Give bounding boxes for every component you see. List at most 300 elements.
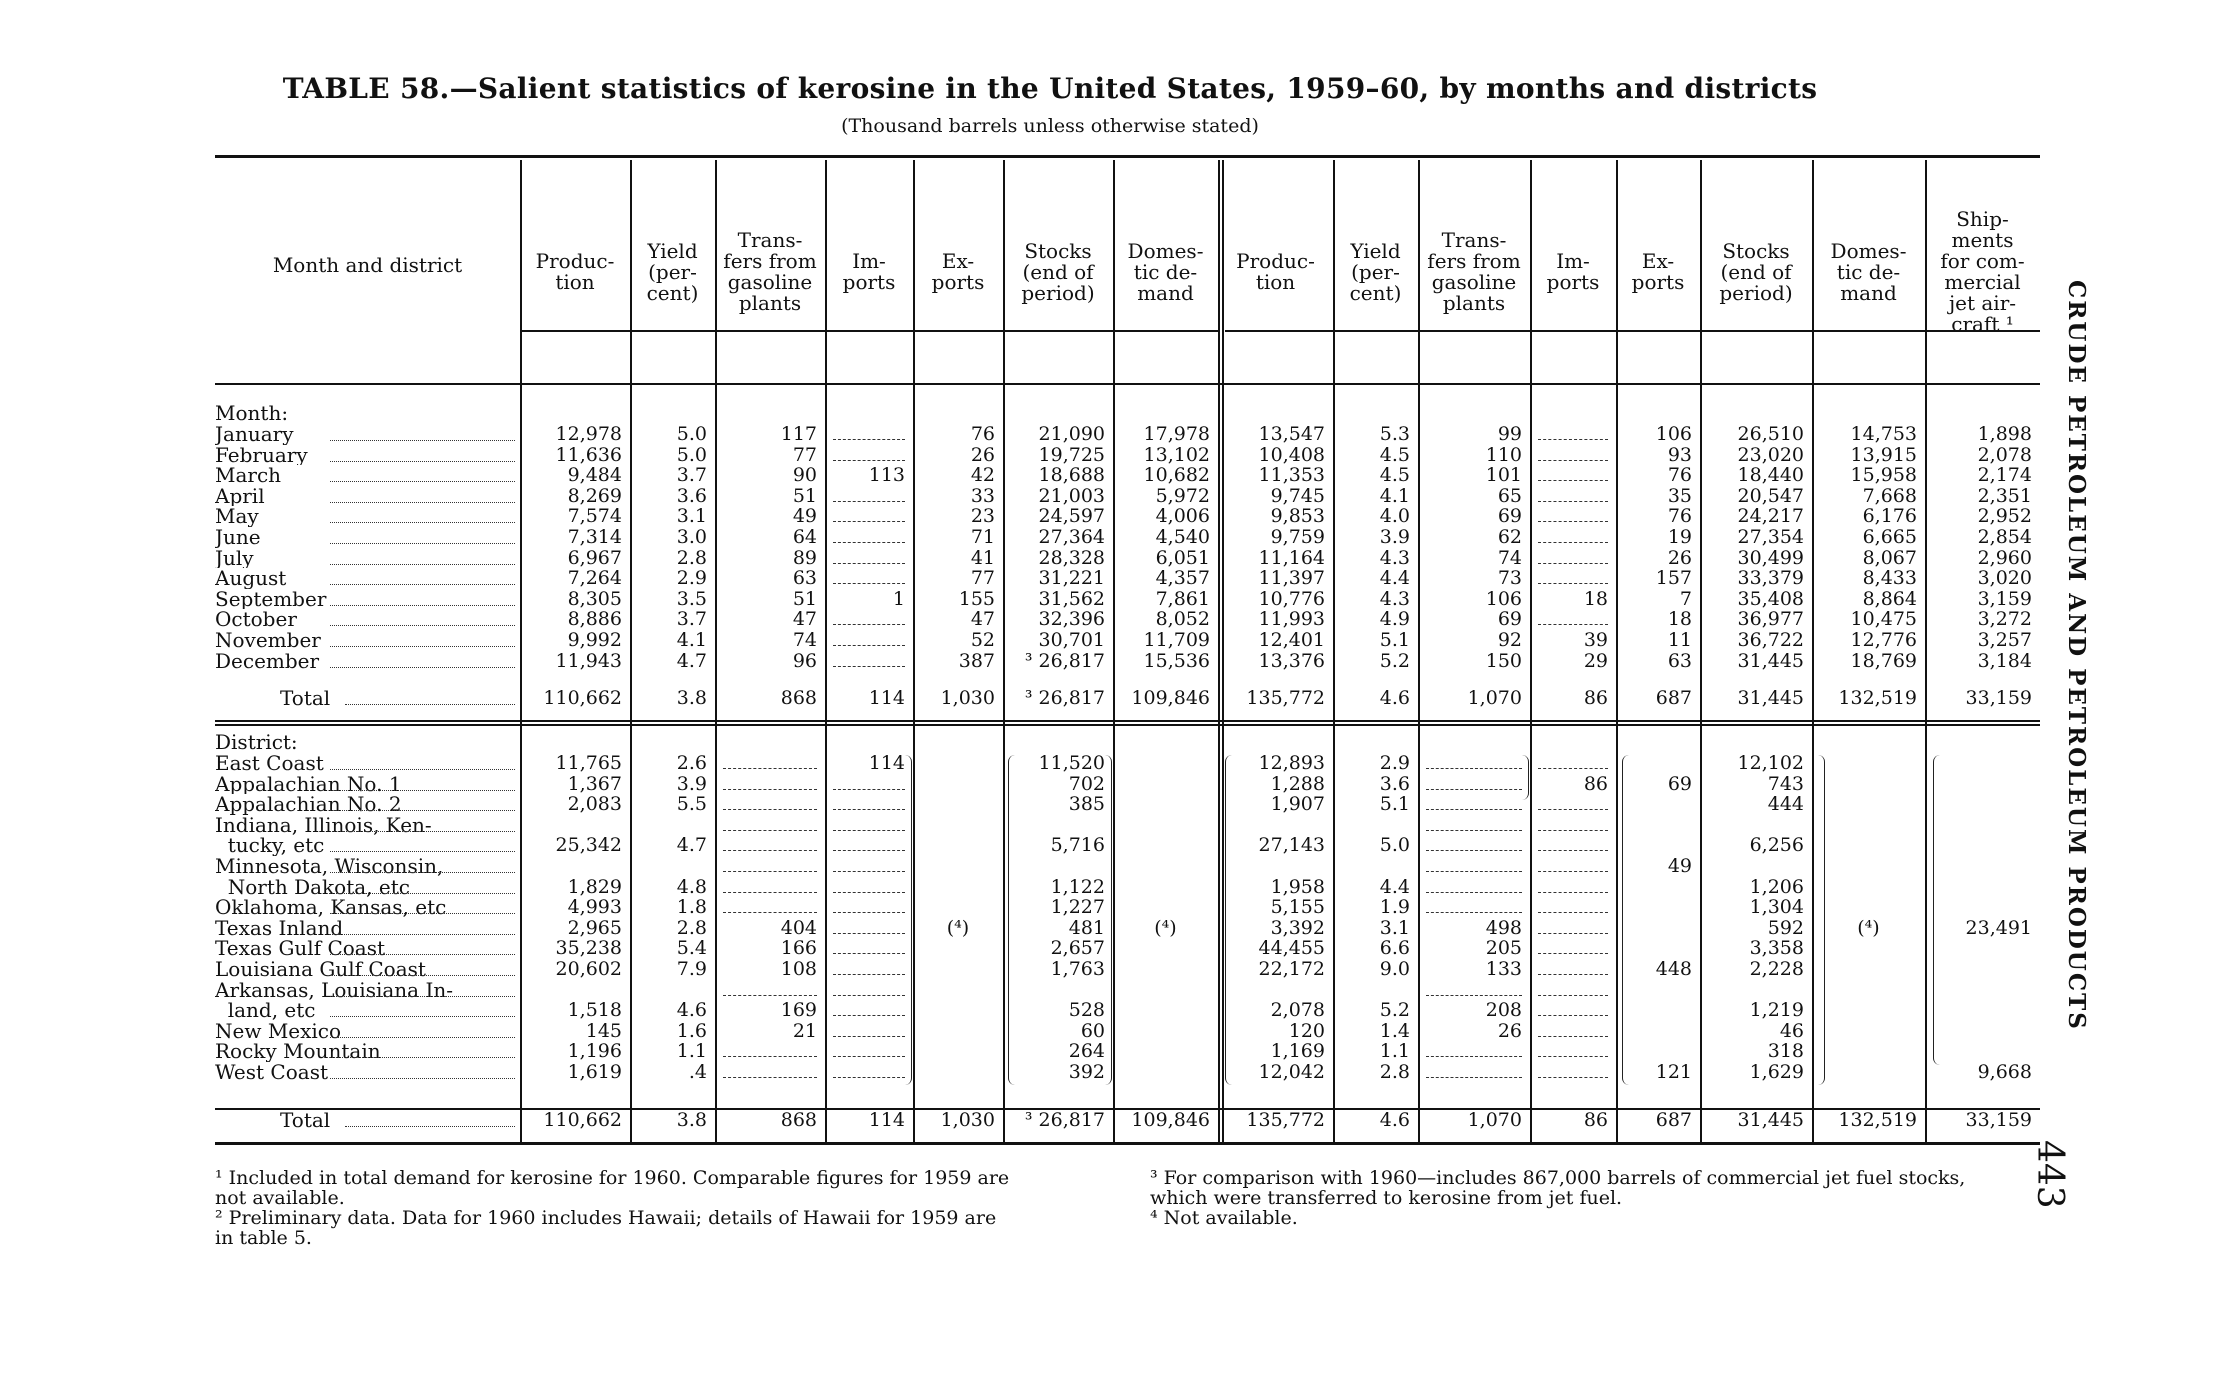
- table-cell: 33,159: [1965, 1109, 2032, 1131]
- table-cell: 35,408: [1737, 587, 1804, 610]
- table-cell: 26: [1667, 546, 1692, 569]
- table-cell: 743: [1767, 772, 1804, 795]
- table-cell: 114: [868, 752, 905, 774]
- table-cell: 11,765: [555, 752, 622, 774]
- table-cell: 3.8: [676, 687, 707, 709]
- table-cell: 2,351: [1977, 484, 2032, 507]
- empty-cell-dash: [1538, 809, 1608, 810]
- table-cell: 1,619: [567, 1061, 622, 1083]
- table-cell: 31,562: [1038, 587, 1105, 610]
- row-label: Texas Gulf Coast: [215, 938, 386, 959]
- table-cell: 51: [792, 587, 817, 610]
- table-cell: 1,958: [1270, 875, 1325, 898]
- row-label: Minnesota, Wisconsin,: [215, 856, 444, 877]
- table-cell: 62: [1497, 526, 1522, 548]
- row-label: West Coast: [215, 1062, 328, 1083]
- table-cell: 76: [1667, 505, 1692, 528]
- table-cell: 3,257: [1977, 629, 2032, 651]
- table-cell: 1.1: [676, 1040, 707, 1063]
- table-cell: 1,196: [567, 1040, 622, 1063]
- table-cell: 1,206: [1749, 875, 1804, 898]
- table-cell: 5,972: [1155, 484, 1210, 507]
- table-cell: 26: [970, 443, 995, 466]
- empty-cell-dash: [833, 871, 905, 872]
- column-header: Stocks (end of period): [1021, 238, 1095, 305]
- table-cell: 318: [1767, 1040, 1804, 1063]
- table-cell: 1,367: [567, 772, 622, 795]
- empty-cell-dash: [833, 892, 905, 893]
- side-title-text: CRUDE PETROLEUM AND PETROLEUM PRODUCTS: [2063, 280, 2090, 1031]
- table-cell: 3.8: [676, 1109, 707, 1131]
- table-cell: 1,629: [1749, 1061, 1804, 1083]
- leader-dots: [330, 954, 515, 955]
- table-cell: 7,314: [567, 526, 622, 548]
- brace-jet-1960: [1933, 755, 1940, 1065]
- table-cell: 5.1: [1379, 629, 1410, 651]
- table-cell: 3.9: [676, 772, 707, 795]
- column-header: Ex- ports: [931, 249, 985, 294]
- table-cell: 18,688: [1038, 464, 1105, 487]
- table-cell: 7,668: [1862, 484, 1917, 507]
- table-cell: 11: [1667, 629, 1692, 651]
- empty-cell-dash: [723, 830, 817, 831]
- table-cell: 3.1: [676, 505, 707, 528]
- empty-cell-dash: [833, 439, 905, 440]
- table-cell: 5.3: [1379, 423, 1410, 445]
- table-cell: 592: [1767, 916, 1804, 939]
- row-label: June: [215, 527, 261, 548]
- empty-cell-dash: [1538, 1077, 1608, 1078]
- table-cell: 11,636: [555, 443, 622, 466]
- total-label: Total: [280, 688, 331, 709]
- table-cell: 264: [1068, 1040, 1105, 1063]
- table-cell: 2,228: [1749, 958, 1804, 980]
- table-cell: 26: [1497, 1019, 1522, 1042]
- empty-cell-dash: [723, 995, 817, 996]
- table-cell: 9,668: [1977, 1061, 2032, 1083]
- table-cell: 18: [1667, 608, 1692, 631]
- table-cell: 687: [1655, 1109, 1692, 1131]
- table-cell: 4,357: [1155, 567, 1210, 590]
- table-cell: 8,052: [1155, 608, 1210, 631]
- table-cell: 9.0: [1379, 958, 1410, 980]
- leader-dots: [330, 934, 515, 935]
- table-cell: 33,159: [1965, 687, 2032, 709]
- table-cell: 120: [1288, 1019, 1325, 1042]
- table-cell: 4.1: [1379, 484, 1410, 507]
- table-cell: 1,763: [1050, 958, 1105, 980]
- table-cell: 24,597: [1038, 505, 1105, 528]
- table-cell: 92: [1497, 629, 1522, 651]
- row-label: July: [215, 547, 254, 569]
- table-cell: 3.6: [1379, 772, 1410, 795]
- footnote-line: not available.: [215, 1187, 345, 1209]
- table-cell: 23: [970, 505, 995, 528]
- row-label: November: [215, 630, 321, 651]
- table-cell: 4,540: [1155, 526, 1210, 548]
- table-cell: 157: [1655, 567, 1692, 590]
- table-cell: 5.5: [676, 793, 707, 816]
- row-label: March: [215, 465, 282, 486]
- leader-dots: [330, 913, 515, 914]
- column-header: Domes- tic de- mand: [1830, 238, 1907, 305]
- table-cell: 1,219: [1749, 999, 1804, 1022]
- table-cell: 3,272: [1977, 608, 2032, 631]
- table-cell: 114: [868, 1109, 905, 1131]
- brace-demand-1960: [1818, 755, 1825, 1085]
- table-cell: 6,051: [1155, 546, 1210, 569]
- table-cell: 1.4: [1379, 1019, 1410, 1042]
- table-cell: 109,846: [1131, 1109, 1210, 1131]
- empty-cell-dash: [1538, 768, 1608, 769]
- table-cell: 135,772: [1246, 1109, 1325, 1131]
- empty-cell-dash: [833, 953, 905, 954]
- footnote-line: which were transferred to kerosine from jet fuel.: [1150, 1187, 1623, 1209]
- leader-dots: [330, 851, 515, 852]
- table-cell: 5.0: [676, 443, 707, 466]
- table-cell: ³ 26,817: [1024, 687, 1105, 709]
- table-cell: 12,776: [1850, 629, 1917, 651]
- empty-cell-dash: [723, 912, 817, 913]
- table-cell: 3,392: [1270, 916, 1325, 939]
- table-cell: 12,102: [1737, 752, 1804, 774]
- table-cell: 18: [1583, 587, 1608, 610]
- empty-cell-dash: [1538, 933, 1608, 934]
- table-cell: 49: [1667, 855, 1692, 877]
- table-cell: 23,020: [1737, 443, 1804, 466]
- table-cell: 2,965: [567, 916, 622, 939]
- column-header: Im- ports: [1546, 249, 1600, 294]
- table-cell: 3.5: [676, 587, 707, 610]
- table-cell: 2,078: [1977, 443, 2032, 466]
- table-cell: 18,440: [1737, 464, 1804, 487]
- table-cell: 12,401: [1258, 629, 1325, 651]
- side-running-title: [2050, 280, 2110, 1180]
- row-label: October: [215, 609, 297, 630]
- table-cell: 33: [970, 484, 995, 507]
- table-cell: 1: [892, 587, 905, 610]
- table-cell: (⁴): [946, 916, 970, 939]
- table-cell: 1,169: [1270, 1040, 1325, 1063]
- table-cell: 63: [1667, 649, 1692, 672]
- table-cell: (⁴): [1154, 916, 1177, 939]
- row-label: New Mexico: [215, 1020, 342, 1042]
- empty-cell-dash: [833, 789, 905, 790]
- table-cell: 4,006: [1155, 505, 1210, 528]
- table-cell: 444: [1767, 793, 1804, 816]
- empty-cell-dash: [833, 501, 905, 502]
- table-cell: 4.5: [1379, 443, 1410, 466]
- leader-dots: [330, 502, 515, 503]
- table-cell: 205: [1485, 937, 1522, 960]
- empty-cell-dash: [833, 583, 905, 584]
- table-cell: 26,510: [1737, 423, 1804, 445]
- table-cell: 69: [1497, 505, 1522, 528]
- empty-cell-dash: [1538, 830, 1608, 831]
- table-cell: 2.9: [676, 567, 707, 590]
- table-cell: 2,960: [1977, 546, 2032, 569]
- table-cell: 74: [792, 629, 817, 651]
- empty-cell-dash: [833, 521, 905, 522]
- table-cell: 3,020: [1977, 567, 2032, 590]
- table-cell: 71: [970, 526, 995, 548]
- column-header: Trans- fers from gasoline plants: [1427, 228, 1521, 315]
- empty-cell-dash: [833, 809, 905, 810]
- table-cell: 5.2: [1379, 649, 1410, 672]
- table-cell: 1,288: [1270, 772, 1325, 795]
- row-label: Indiana, Illinois, Ken-: [215, 814, 432, 836]
- table-cell: 47: [970, 608, 995, 631]
- row-label: land, etc: [215, 1000, 316, 1021]
- table-cell: 4.6: [1379, 687, 1410, 709]
- table-cell: 21: [792, 1019, 817, 1042]
- column-header: Ex- ports: [1631, 249, 1685, 294]
- empty-cell-dash: [723, 1077, 817, 1078]
- table-cell: 42: [970, 464, 995, 487]
- empty-cell-dash: [833, 1036, 905, 1037]
- table-cell: 1,907: [1270, 793, 1325, 816]
- table-cell: 3.7: [676, 464, 707, 487]
- month-total-bottom-rule: [215, 724, 2040, 726]
- row-label: Texas Inland: [215, 917, 344, 939]
- table-cell: 132,519: [1838, 687, 1917, 709]
- table-cell: 169: [780, 999, 817, 1022]
- row-label: North Dakota, etc: [215, 876, 410, 898]
- empty-cell-dash: [1538, 460, 1608, 461]
- table-cell: 6,256: [1749, 834, 1804, 857]
- table-cell: 6,967: [567, 546, 622, 569]
- leader-dots: [330, 1037, 515, 1038]
- table-cell: 6,176: [1862, 505, 1917, 528]
- footnote-line: ⁴ Not available.: [1150, 1207, 1298, 1229]
- footnote-line: ¹ Included in total demand for kerosine for 1960. Comparable figures for 1959 are: [215, 1167, 1010, 1189]
- empty-cell-dash: [1538, 995, 1608, 996]
- table-cell: 2.8: [676, 916, 707, 939]
- table-cell: 110: [1485, 443, 1522, 466]
- empty-cell-dash: [833, 1056, 905, 1057]
- table-cell: 33,379: [1737, 567, 1804, 590]
- table-cell: 24,217: [1737, 505, 1804, 528]
- leader-dots: [345, 1126, 515, 1127]
- table-bottom-rule: [215, 1142, 2040, 1145]
- table-cell: 7,574: [567, 505, 622, 528]
- table-cell: 2,854: [1977, 526, 2032, 548]
- table-cell: 11,164: [1258, 546, 1325, 569]
- table-cell: 30,701: [1038, 629, 1105, 651]
- table-cell: 110,662: [543, 1109, 622, 1131]
- table-cell: 11,397: [1258, 567, 1325, 590]
- table-cell: 7.9: [676, 958, 707, 980]
- table-cell: 8,305: [567, 587, 622, 610]
- table-cell: 150: [1485, 649, 1522, 672]
- table-cell: 4.4: [1379, 875, 1410, 898]
- table-cell: 2.9: [1379, 752, 1410, 774]
- row-label: April: [215, 485, 265, 507]
- table-cell: 77: [970, 567, 995, 590]
- table-cell: 22,172: [1258, 958, 1325, 980]
- empty-cell-dash: [833, 830, 905, 831]
- table-cell: 28,328: [1038, 546, 1105, 569]
- table-cell: 89: [792, 546, 817, 569]
- table-cell: 4.4: [1379, 567, 1410, 590]
- table-cell: 117: [780, 423, 817, 445]
- table-cell: 1,829: [567, 875, 622, 898]
- empty-cell-dash: [723, 892, 817, 893]
- table-cell: 19,725: [1038, 443, 1105, 466]
- table-cell: 14,753: [1850, 423, 1917, 445]
- table-cell: 2.8: [676, 546, 707, 569]
- table-cell: 1,030: [940, 1109, 995, 1131]
- table-cell: 5.2: [1379, 999, 1410, 1022]
- table-cell: 4.9: [1379, 608, 1410, 631]
- table-cell: 3.9: [1379, 526, 1410, 548]
- table-cell: 76: [970, 423, 995, 445]
- table-cell: 166: [780, 937, 817, 960]
- empty-cell-dash: [723, 768, 817, 769]
- table-cell: 101: [1485, 464, 1522, 487]
- table-cell: 18,769: [1850, 649, 1917, 672]
- table-cell: 7,264: [567, 567, 622, 590]
- footnote-line: ² Preliminary data. Data for 1960 includes Hawaii; details of Hawaii for 1959 are: [215, 1207, 997, 1229]
- table-cell: 9,759: [1270, 526, 1325, 548]
- table-cell: .4: [688, 1061, 707, 1083]
- leader-dots: [330, 769, 515, 770]
- leader-dots: [330, 461, 515, 462]
- row-label: September: [215, 588, 327, 610]
- empty-cell-dash: [1538, 871, 1608, 872]
- table-cell: 4.8: [676, 875, 707, 898]
- empty-cell-dash: [833, 933, 905, 934]
- empty-cell-dash: [1538, 501, 1608, 502]
- empty-cell-dash: [1538, 953, 1608, 954]
- column-header: Produc- tion: [535, 249, 615, 294]
- empty-cell-dash: [1426, 1077, 1522, 1078]
- table-cell: 392: [1068, 1061, 1105, 1083]
- empty-cell-dash: [1538, 583, 1608, 584]
- empty-cell-dash: [833, 645, 905, 646]
- table-cell: 132,519: [1838, 1109, 1917, 1131]
- empty-cell-dash: [833, 974, 905, 975]
- leader-dots: [330, 893, 515, 894]
- table-cell: 4.6: [676, 999, 707, 1022]
- row-label: Rocky Mountain: [215, 1041, 381, 1062]
- table-cell: 77: [792, 443, 817, 466]
- row-label: Arkansas, Louisiana In-: [215, 979, 453, 1001]
- leader-dots: [330, 564, 515, 565]
- row-label: East Coast: [215, 753, 324, 774]
- table-cell: 9,992: [567, 629, 622, 651]
- table-cell: 13,102: [1143, 443, 1210, 466]
- table-cell: 15,958: [1850, 464, 1917, 487]
- table-cell: 448: [1655, 958, 1692, 980]
- table-cell: 385: [1068, 793, 1105, 816]
- table-cell: 27,143: [1258, 834, 1325, 857]
- empty-cell-dash: [1538, 1015, 1608, 1016]
- table-cell: 44,455: [1258, 937, 1325, 960]
- brace-stocks-1959: [1008, 755, 1015, 1085]
- table-cell: 498: [1485, 916, 1522, 939]
- leader-dots: [330, 872, 515, 873]
- month-total-top-rule: [215, 720, 2040, 722]
- table-cell: 481: [1068, 916, 1105, 939]
- column-header: Trans- fers from gasoline plants: [723, 228, 817, 315]
- empty-cell-dash: [833, 912, 905, 913]
- table-cell: 21,090: [1038, 423, 1105, 445]
- table-cell: 90: [792, 464, 817, 487]
- empty-cell-dash: [833, 1015, 905, 1016]
- table-cell: 113: [868, 464, 905, 487]
- leader-dots: [330, 975, 515, 976]
- total-label: Total: [280, 1110, 331, 1131]
- table-cell: 5.1: [1379, 793, 1410, 816]
- table-cell: 10,776: [1258, 587, 1325, 610]
- table-cell: 93: [1667, 443, 1692, 466]
- table-cell: 5,716: [1050, 834, 1105, 857]
- table-cell: 1.8: [676, 896, 707, 919]
- table-cell: 8,886: [567, 608, 622, 631]
- table-cell: 2.8: [1379, 1061, 1410, 1083]
- row-label: Louisiana Gulf Coast: [215, 959, 426, 980]
- table-cell: 13,547: [1258, 423, 1325, 445]
- leader-dots: [330, 646, 515, 647]
- table-cell: 2,952: [1977, 505, 2032, 528]
- table-cell: 73: [1497, 567, 1522, 590]
- district-heading: District:: [215, 732, 298, 753]
- table-cell: 4.5: [1379, 464, 1410, 487]
- table-cell: 30,499: [1737, 546, 1804, 569]
- row-label: August: [215, 568, 287, 589]
- row-label: January: [215, 424, 294, 445]
- empty-cell-dash: [1426, 830, 1522, 831]
- header-bottom-rule: [215, 383, 2040, 385]
- table-cell: 27,354: [1737, 526, 1804, 548]
- empty-cell-dash: [723, 871, 817, 872]
- row-label: May: [215, 506, 259, 527]
- table-cell: 1,070: [1467, 1109, 1522, 1131]
- table-cell: 31,445: [1737, 649, 1804, 672]
- empty-cell-dash: [1538, 480, 1608, 481]
- table-cell: 35: [1667, 484, 1692, 507]
- table-cell: 8,067: [1862, 546, 1917, 569]
- table-cell: 23,491: [1965, 916, 2032, 939]
- table-cell: 2,657: [1050, 937, 1105, 960]
- table-cell: ³ 26,817: [1024, 649, 1105, 672]
- empty-cell-dash: [1538, 542, 1608, 543]
- table-cell: 687: [1655, 687, 1692, 709]
- table-cell: 31,445: [1737, 1109, 1804, 1131]
- table-cell: 3.7: [676, 608, 707, 631]
- table-cell: 11,353: [1258, 464, 1325, 487]
- table-cell: 86: [1583, 687, 1608, 709]
- table-cell: 64: [792, 526, 817, 548]
- table-cell: 1.6: [676, 1019, 707, 1042]
- leader-dots: [345, 704, 515, 705]
- empty-cell-dash: [833, 666, 905, 667]
- table-cell: 31,445: [1737, 687, 1804, 709]
- column-header: Yield (per- cent): [646, 238, 699, 305]
- table-cell: 11,943: [555, 649, 622, 672]
- table-cell: 9,853: [1270, 505, 1325, 528]
- table-cell: 114: [868, 687, 905, 709]
- table-cell: 11,993: [1258, 608, 1325, 631]
- footnote-line: ³ For comparison with 1960—includes 867,000 barrels of commercial jet fuel stocks,: [1150, 1167, 1966, 1189]
- empty-cell-dash: [1538, 850, 1608, 851]
- empty-cell-dash: [833, 563, 905, 564]
- leader-dots: [330, 831, 515, 832]
- table-cell: 3.6: [676, 484, 707, 507]
- table-cell: 4.3: [1379, 587, 1410, 610]
- empty-cell-dash: [1426, 789, 1522, 790]
